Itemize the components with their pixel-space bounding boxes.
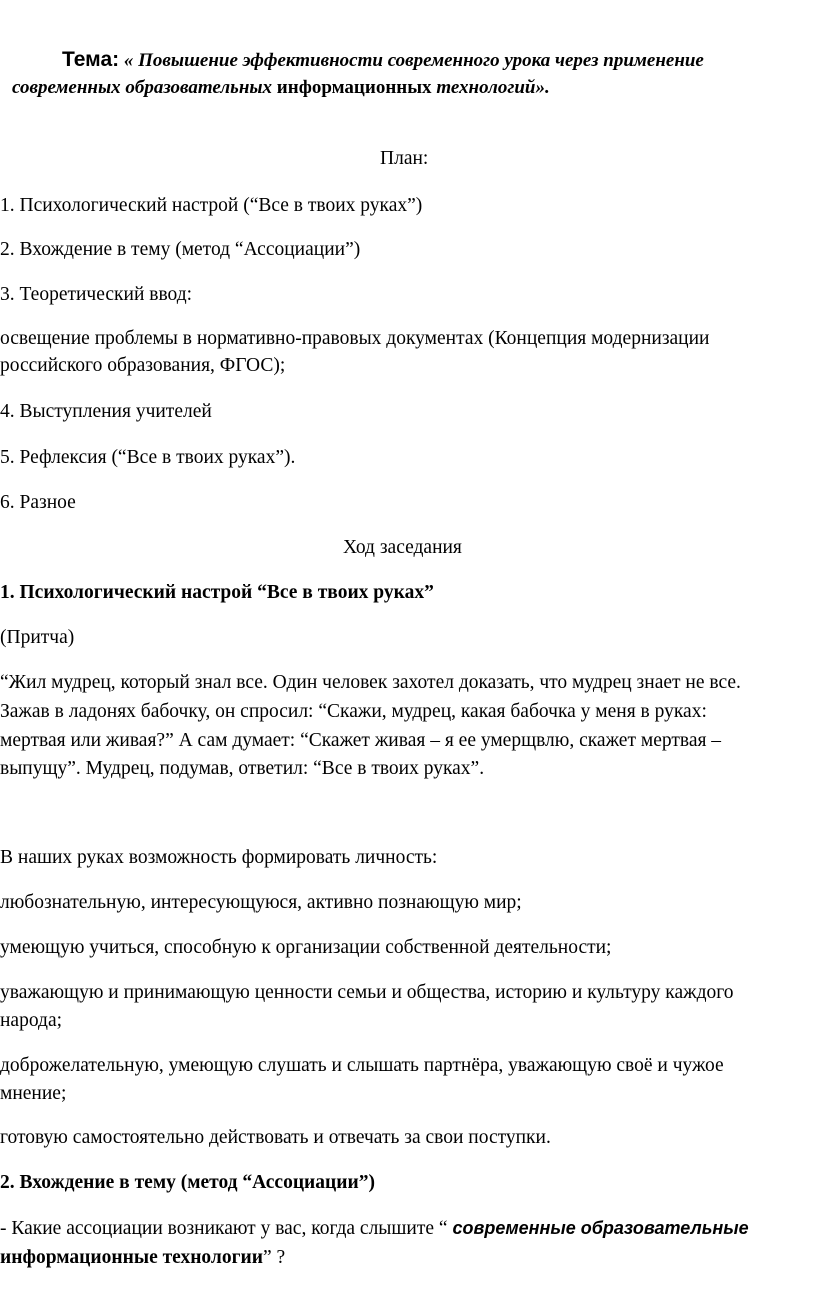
text-line: любознательную, интересующуюся, активно познающую мир;: [0, 892, 522, 913]
plan-item: российского образования, ФГОС);: [0, 355, 286, 376]
question-line-1: - Какие ассоциации возникают у вас, когда слышите “ современные образовательные: [0, 1218, 749, 1239]
text-line: готовую самостоятельно действовать и отвечать за свои поступки.: [0, 1127, 551, 1148]
section-2-heading: 2. Вхождение в тему (метод “Ассоциации”): [0, 1172, 375, 1193]
question-term-bold: информационные технологии: [0, 1247, 263, 1268]
question-line-2: информационные технологии” ?: [0, 1247, 286, 1268]
topic-line-2: современных образовательных информационных технологий».: [12, 77, 550, 98]
plan-item: 3. Теоретический ввод:: [0, 284, 193, 305]
text-line: умеющую учиться, способную к организации собственной деятельности;: [0, 937, 612, 958]
plan-title: План:: [380, 148, 429, 169]
plan-item: 1. Психологический настрой (“Все в твоих руках”): [0, 195, 423, 216]
text-line: мнение;: [0, 1083, 67, 1104]
meeting-title: Ход заседания: [343, 537, 462, 558]
parable-line: выпущу”. Мудрец, подумав, ответил: “Все в твоих руках”.: [0, 758, 485, 779]
parable-line: мертвая или живая?” А сам думает: “Скажет живая – я ее умерщвлю, скажет мертвая –: [0, 730, 722, 751]
plan-item: 6. Разное: [0, 492, 76, 513]
topic-label: Тема:: [62, 48, 120, 71]
text-line: доброжелательную, умеющую слушать и слышать партнёра, уважающую своё и чужое: [0, 1055, 724, 1076]
parable-line: Зажав в ладонях бабочку, он спросил: “Скажи, мудрец, какая бабочка у меня в руках:: [0, 701, 707, 722]
text-line: В наших руках возможность формировать личность:: [0, 847, 438, 868]
topic-text: « Повышение эффективности современного урока через применение: [123, 50, 704, 71]
text-line: уважающую и принимающую ценности семьи и общества, историю и культуру каждого: [0, 982, 734, 1003]
topic-line-1: [62, 49, 704, 70]
plan-item: 5. Рефлексия (“Все в твоих руках”).: [0, 447, 296, 468]
parable-label: (Притча): [0, 627, 75, 648]
plan-item: 4. Выступления учителей: [0, 401, 212, 422]
plan-item: 2. Вхождение в тему (метод “Ассоциации”): [0, 239, 361, 260]
text-line: народа;: [0, 1010, 63, 1031]
parable-line: “Жил мудрец, который знал все. Один человек захотел доказать, что мудрец знает не все.: [0, 672, 741, 693]
question-term-italic: современные образовательные: [452, 1218, 749, 1238]
section-1-heading: 1. Психологический настрой “Все в твоих руках”: [0, 582, 434, 603]
plan-item: освещение проблемы в нормативно-правовых документах (Концепция модернизации: [0, 328, 710, 349]
